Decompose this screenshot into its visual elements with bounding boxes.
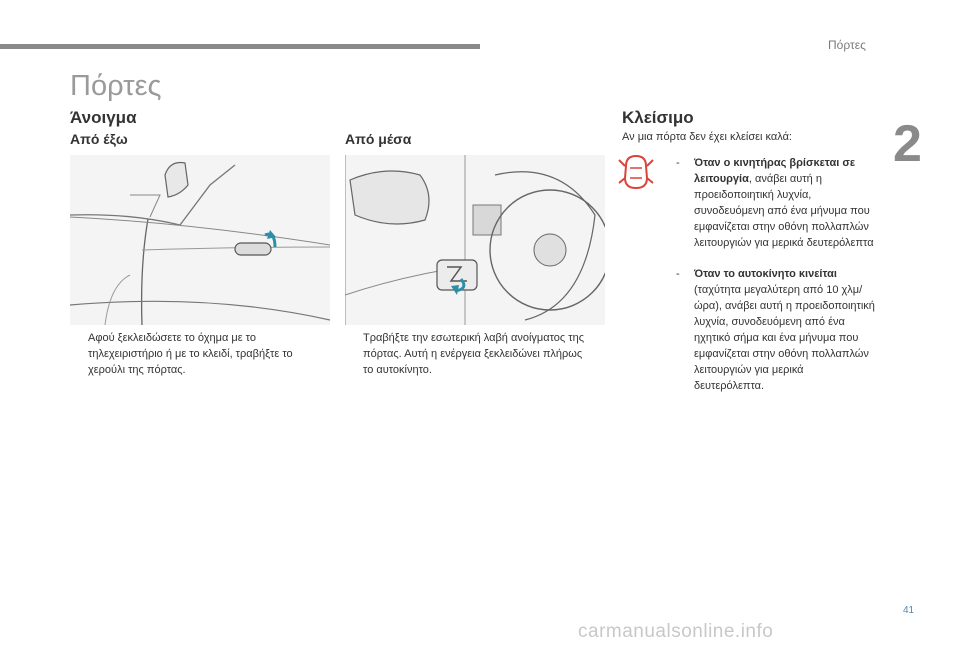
door-exterior-illustration — [70, 155, 330, 325]
door-interior-illustration — [345, 155, 605, 325]
dash-marker: - — [676, 268, 680, 280]
closing-item-2-bold: Όταν το αυτοκίνητο κινείται — [694, 268, 837, 280]
header-bar — [0, 44, 480, 49]
page-number: 41 — [903, 605, 915, 616]
instruction-inside — [345, 330, 595, 378]
figure-outside-door-handle — [70, 155, 330, 325]
closing-item-1-bold: Όταν ο κινητήρας βρίσκεται σε λειτουργία — [694, 157, 856, 185]
dash-marker: - — [676, 157, 680, 169]
instruction-outside-text: Αφού ξεκλειδώσετε το όχημα με το τηλεχειριστήριο ή με το κλειδί, τραβήξτε το χερούλι της πόρτας. — [88, 332, 293, 376]
section-title-opening: Άνοιγμα — [70, 108, 137, 127]
instruction-outside — [70, 330, 320, 378]
closing-intro: Αν μια πόρτα δεν έχει κλείσει καλά: — [622, 131, 792, 143]
closing-item-engine-running — [676, 155, 876, 251]
closing-item-vehicle-moving — [676, 266, 876, 394]
closing-item-2-text: (ταχύτητα μεγαλύτερη από 10 χλμ/ώρα), ανάβει αυτή η προειδοποιητική λυχνία, συνοδευόμενη από ένα ηχητικό σήμα και ένα μήνυμα που εμφανίζεται στην οθόνη πολλαπλών λειτουργιών για μερικά δευτερόλεπτα. — [694, 284, 875, 392]
section-title-closing: Κλείσιμο — [622, 108, 694, 127]
sub-title-inside: Από μέσα — [345, 131, 412, 147]
watermark-text: carmanualsonline.info — [578, 621, 774, 642]
door-open-warning-icon — [616, 152, 656, 192]
instruction-inside-text: Τραβήξτε την εσωτερική λαβή ανοίγματος της πόρτας. Αυτή η ενέργεια ξεκλειδώνει πλήρως το αυτοκίνητο. — [363, 332, 585, 376]
sub-title-outside: Από έξω — [70, 131, 128, 147]
page-title: Πόρτες — [70, 70, 162, 102]
running-title: Πόρτες — [828, 38, 866, 52]
chapter-number: 2 — [893, 115, 922, 173]
figure-inside-door-handle — [345, 155, 605, 325]
closing-item-1-text: , ανάβει αυτή η προειδοποιητική λυχνία, συνοδευόμενη από ένα μήνυμα που εμφανίζεται στην οθόνη πολλαπλών λειτουργιών για μερικά δευτερόλεπτα — [694, 173, 874, 249]
